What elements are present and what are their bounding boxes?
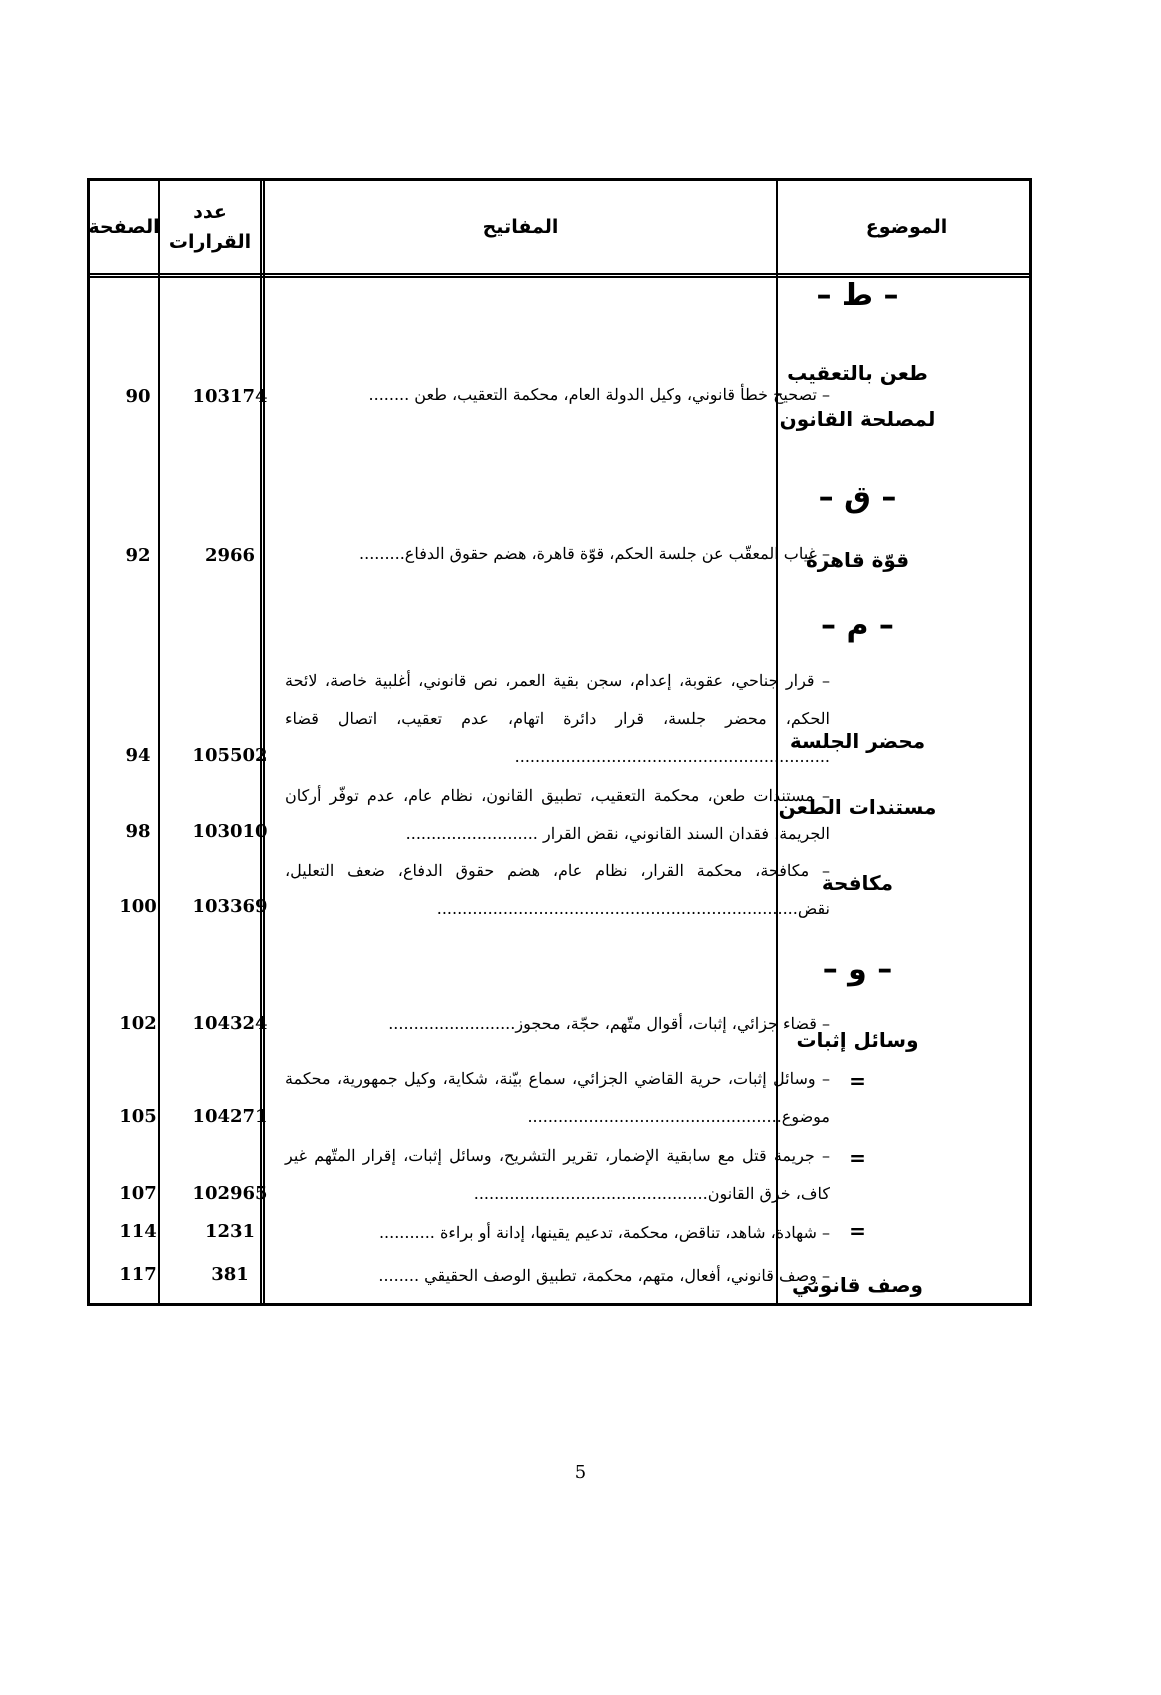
keywords-entry: – غياب المعقّب عن جلسة الحكم، قوّة قاهرة، هضم حقوق الدفاع......... xyxy=(359,544,830,563)
keywords-entry: – وسائل إثبات، حرية القاضي الجزائي، سماع بيّنة، شكاية، وكيل جمهورية، محكمة موضوع.................................................. xyxy=(285,1069,830,1126)
decision-column-header: عدد القرارات xyxy=(168,200,252,253)
decision-number: 103369 xyxy=(192,896,268,917)
decision-number: 104324 xyxy=(192,1013,268,1034)
topic-label: طعن بالتعقيب لمصلحة القانون xyxy=(779,361,936,431)
column-divider xyxy=(260,181,265,1303)
page-reference: 107 xyxy=(119,1183,157,1204)
topic-label: قوّة قاهرة xyxy=(805,548,910,572)
decision-number: 103010 xyxy=(192,821,268,842)
keywords-entry: – مستندات طعن، محكمة التعقيب، تطبيق القانون، نظام عام، عدم توفّر أركان الجريمة، فقدان السند القانوني، نقض القرار .......................... xyxy=(285,786,830,843)
decision-number: 2966 xyxy=(204,545,256,566)
column-divider xyxy=(158,181,160,1303)
decision-number: 1231 xyxy=(204,1221,256,1242)
decision-number: 102965 xyxy=(192,1183,268,1204)
keywords-entry: – جريمة قتل مع سابقية الإضمار، تقرير التشريح، وسائل إثبات، إقرار المتّهم غير كاف، خرق القانون.............................................. xyxy=(285,1146,830,1203)
decision-number: 104271 xyxy=(192,1106,268,1127)
keywords-entry: – مكافحة، محكمة القرار، نظام عام، هضم حقوق الدفاع، ضعف التعليل، نقض....................................................................... xyxy=(285,861,830,918)
page-reference: 102 xyxy=(119,1013,157,1034)
page-reference: 117 xyxy=(119,1264,157,1285)
topic-column-header: الموضوع xyxy=(865,215,948,238)
topic-label: محضر الجلسة xyxy=(789,729,926,753)
topic-label: = xyxy=(849,1219,866,1243)
page-number: 5 xyxy=(574,1462,587,1483)
decision-number: 105502 xyxy=(192,745,268,766)
page-reference: 98 xyxy=(125,821,151,842)
page-reference: 114 xyxy=(119,1221,157,1242)
page-reference: 92 xyxy=(125,545,151,566)
topic-label: مستندات الطعن xyxy=(778,795,937,819)
page-reference: 94 xyxy=(125,745,151,766)
topic-label: = xyxy=(849,1146,866,1170)
topic-label: وسائل إثبات xyxy=(796,1028,919,1052)
section-letter-waw: – و – xyxy=(822,952,893,987)
page-reference: 105 xyxy=(119,1106,157,1127)
keywords-entry: – شهادة، شاهد، تناقض، محكمة، تدعيم يقينها، إدانة أو براءة ........... xyxy=(378,1223,830,1242)
section-letter-ta: – ط – xyxy=(816,278,899,313)
page-column-header: الصفحة xyxy=(88,215,160,238)
topic-label: = xyxy=(849,1069,866,1093)
page-reference: 90 xyxy=(125,386,151,407)
keywords-entry: – تصحيح خطأ قانوني، وكيل الدولة العام، محكمة التعقيب، طعن ........ xyxy=(368,385,830,404)
keywords-entry: – قضاء جزائي، إثبات، أقوال متّهم، حجّة، محجوز......................... xyxy=(388,1014,830,1033)
page-reference: 100 xyxy=(119,896,157,917)
section-letter-mim: – م – xyxy=(821,608,894,643)
topic-label: مكافحة xyxy=(821,871,894,895)
decision-number: 103174 xyxy=(192,386,268,407)
decision-number: 381 xyxy=(211,1264,249,1285)
keywords-column-header: المفاتيح xyxy=(482,215,559,238)
keywords-entry: – قرار جناحي، عقوبة، إعدام، سجن بقية العمر، نص قانوني، أغلبية خاصة، لائحة الحكم، محضر جلسة، قرار دائرة اتهام، عدم تعقيب، اتصال قضاء .............................................................. xyxy=(285,671,830,766)
keywords-entry: – وصف قانوني، أفعال، متهم، محكمة، تطبيق الوصف الحقيقي ........ xyxy=(378,1266,830,1285)
topic-label: وصف قانوني xyxy=(792,1273,923,1297)
section-letter-qaf: – ق – xyxy=(818,480,897,515)
